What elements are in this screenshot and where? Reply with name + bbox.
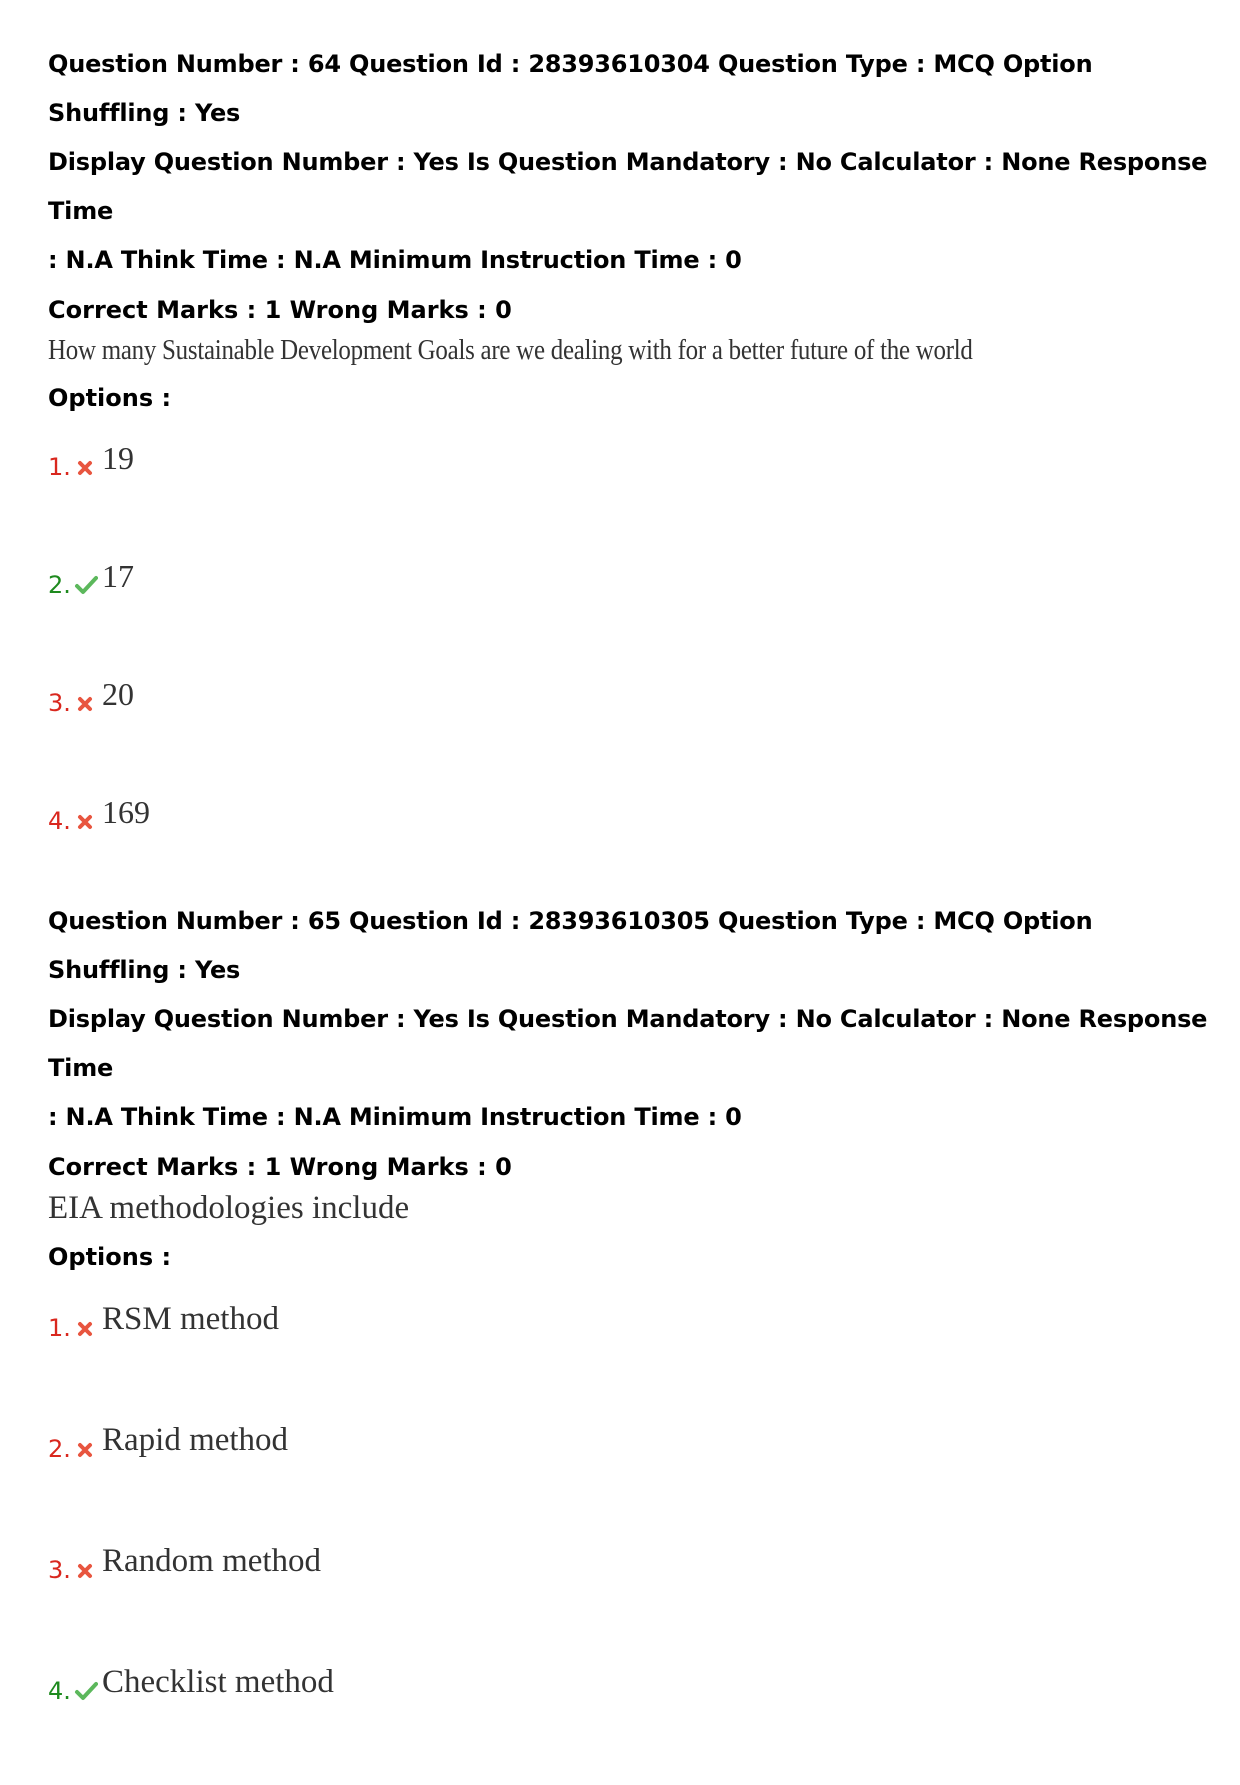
option-number: 4. — [48, 807, 71, 835]
option-text: 20 — [102, 676, 134, 712]
cross-icon — [74, 691, 98, 715]
question-marks: Correct Marks : 1 Wrong Marks : 0 — [48, 1153, 512, 1181]
question-meta-line: Question Number : 64 Question Id : 28393610304 Question Type : MCQ Option Shuffling : Yes — [48, 50, 1093, 127]
option-text: 19 — [102, 440, 134, 476]
options-heading: Options : — [48, 1243, 172, 1271]
option-number: 4. — [48, 1677, 71, 1705]
option-text: Random method — [102, 1543, 322, 1579]
question-meta-line: Display Question Number : Yes Is Question Mandatory : No Calculator : None Response Time — [48, 148, 1208, 225]
option-item — [48, 558, 1208, 676]
check-icon — [74, 573, 98, 597]
check-icon — [74, 1679, 98, 1703]
option-item — [48, 440, 1208, 558]
options-list — [48, 1301, 1208, 1785]
cross-icon — [74, 1316, 98, 1340]
cross-icon — [74, 809, 98, 833]
option-number: 3. — [48, 1556, 71, 1584]
option-number: 2. — [48, 1435, 71, 1463]
question-meta-line: Question Number : 65 Question Id : 28393610305 Question Type : MCQ Option Shuffling : Yes — [48, 907, 1093, 984]
question-block — [48, 897, 1208, 1785]
option-item — [48, 1422, 1208, 1543]
option-text: 169 — [102, 794, 150, 830]
option-text: RSM method — [102, 1301, 279, 1337]
option-number: 2. — [48, 571, 71, 599]
cross-icon — [74, 1558, 98, 1582]
question-meta-line: Display Question Number : Yes Is Question Mandatory : No Calculator : None Response Time — [48, 1005, 1208, 1082]
option-item — [48, 676, 1208, 794]
option-number: 1. — [48, 1314, 71, 1342]
option-item — [48, 1301, 1208, 1422]
options-heading: Options : — [48, 384, 172, 412]
option-text: Rapid method — [102, 1422, 289, 1458]
question-block — [48, 40, 1208, 912]
option-text: Checklist method — [102, 1664, 334, 1700]
question-marks: Correct Marks : 1 Wrong Marks : 0 — [48, 296, 512, 324]
options-list — [48, 440, 1208, 912]
question-meta-line: : N.A Think Time : N.A Minimum Instruction Time : 0 — [48, 246, 742, 274]
option-number: 3. — [48, 689, 71, 717]
question-text: How many Sustainable Development Goals are we dealing with for a better future of the world — [48, 334, 973, 366]
option-text: 17 — [102, 558, 134, 594]
cross-icon — [74, 455, 98, 479]
option-item — [48, 1543, 1208, 1664]
question-meta-line: : N.A Think Time : N.A Minimum Instruction Time : 0 — [48, 1103, 742, 1131]
cross-icon — [74, 1437, 98, 1461]
option-item — [48, 1664, 1208, 1785]
question-text: EIA methodologies include — [48, 1190, 410, 1226]
option-item — [48, 794, 1208, 912]
option-number: 1. — [48, 453, 71, 481]
